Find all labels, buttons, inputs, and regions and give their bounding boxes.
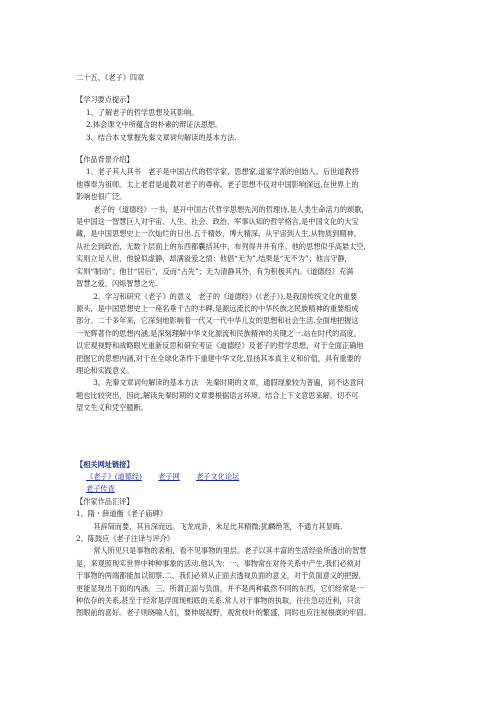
- comment-line: 图眼前的喜好。老子则晓喻人们，要伸展视野，观赏枝叶的繁盛，同时也应注视根底的牢固。: [76, 608, 371, 618]
- comment-line: 种依存的关系,甚至于经常是浮面现相底的关系.常人对于事物的执取，往往急功近利，只贪: [76, 596, 361, 606]
- comment-line: 常人所见只是事物的表相，看不见事物的里层。老子以其丰富的生活经验所透出的智慧: [86, 546, 367, 556]
- objective-item: 3、结合本文掌握先秦文章词句解读的基本方法.: [86, 132, 237, 142]
- background-header: 【作品背景介绍】: [76, 155, 134, 165]
- comments-header: 【作家作品汇评】: [76, 496, 134, 506]
- background-line: 他尊奉为祖师。太上老君是道教对老子的尊称。老子思想不仅对中国影响深远,在世界上的: [76, 179, 359, 189]
- comment-line: 1。隋・薛道衡《老子庙碑》: [76, 509, 167, 519]
- links-header: 【相关网址链接】: [76, 459, 134, 469]
- background-line: 2、学习和研究《老子》的意义 老子的《道德经》(《老子》),是我国传统文化的重要: [86, 291, 358, 301]
- link-laozi-site[interactable]: 老子网: [158, 471, 180, 481]
- comment-line: 2。陈鼓应《老子注译与评介》: [76, 534, 175, 543]
- comment-line: 其辞简而要，其旨深而远。飞龙成卦，未足比其精微;犹麟绝笔，不通方其显晦.: [86, 521, 343, 531]
- link-laozi-daodejing[interactable]: 《老子》(道德经): [86, 471, 142, 481]
- link-laozi-forum[interactable]: 老子文化论坛: [196, 471, 240, 481]
- background-line: 一光辉著作的思想内涵,是深刻理解中华文化源流和民族精神的关键之一.站在时代的高度，: [76, 328, 361, 338]
- objectives-header: 【学习要点提示】: [76, 95, 134, 105]
- background-line: 实则立足人世，他貌似虚静，却满溢爱之情：他倡“无为”,结果是“无不为”；他言守静，: [76, 254, 352, 264]
- background-line: 藏，是中国思想史上一次灿烂的日出.五千精妙，博大精深，从宇宙到人生,从物质到精神，: [76, 229, 361, 239]
- background-line: 1、老子其人其书 老子是中国古代的哲学家、思想家,道家学派的创始人。后世道教将: [86, 167, 359, 177]
- comment-line: 是，来观照现实世界中种种事象的活动.他认为：一、事物常在对待关系中产生,我们必须对: [76, 558, 361, 568]
- background-line: 理论和实践意义。: [76, 365, 134, 375]
- background-line: 智慧之爱，闪烁智慧之光.: [76, 279, 158, 289]
- background-line: 实则“制动”；他甘“居后”，反而“占先”；无为清静其外，有为积极其内。《道德经》充满: [76, 266, 354, 276]
- background-line: 源头，是中国思想史上一座名垂千古的丰碑,是源远流长的中华民族之民族精神的重要组成: [76, 303, 359, 313]
- background-line: 老子的《道德经》一书，是开中国古代哲学思想先河的哲理诗,是人类生命活力的颂歌,: [86, 204, 364, 214]
- background-line: 望文生义和凭空臆断。: [76, 403, 148, 413]
- background-line: 3、先秦文章词句解读的基本方法 先秦时期的文章，通假现象较为普遍，词不达意问: [86, 378, 364, 388]
- comment-line: 更能显现出下面的内涵。三、所谓正面与负面，并不是两种截然不同的东西，它们经常是一: [76, 583, 364, 593]
- background-line: 是中国这一智慧巨人对宇宙、人生、社会、政治、军事认知的哲学格言,是中国文化的大宝: [76, 217, 359, 227]
- background-line: 从社会到政治，无数个层面上的东西都囊括其中，布列得井井有序。他的思想似乎高悬太空,: [76, 241, 366, 251]
- page-title: 二十五、《老子》四章: [76, 73, 145, 82]
- background-line: 以宏观视野和战略眼光重新反思和研究考证《道德经》及老子的哲学思想，对于全面正确地: [76, 341, 364, 351]
- links-row: [76, 471, 444, 483]
- links-row: [76, 483, 444, 495]
- objective-item: 2.体会课文中所蕴含的朴素的辩证法思想。: [86, 120, 223, 130]
- link-laozi-biography[interactable]: 老子传查: [86, 484, 115, 494]
- comment-line: 于事物的两端都能加以彻察.二、我们必须从正面去透视负面的意义，对于负面意义的把握,: [76, 571, 361, 581]
- background-line: 把握它的思想内涵,对于在全球化条件下重建中华文化,显扬其本真主义和价值，具有重要的: [76, 353, 361, 363]
- objective-item: 1、了解老子的哲学思想及其影响。: [86, 107, 199, 117]
- background-line: 部分。二千多年来，它深刻地影响着一代又一代中华儿女的思想和社会生活.全面地把握这: [76, 316, 359, 326]
- background-line: 影响也很广泛。: [76, 192, 127, 202]
- background-line: 题也比较突出，因此,解读先秦时期的文章要根据语言环境、结合上下文意思来解，切不可: [76, 390, 359, 400]
